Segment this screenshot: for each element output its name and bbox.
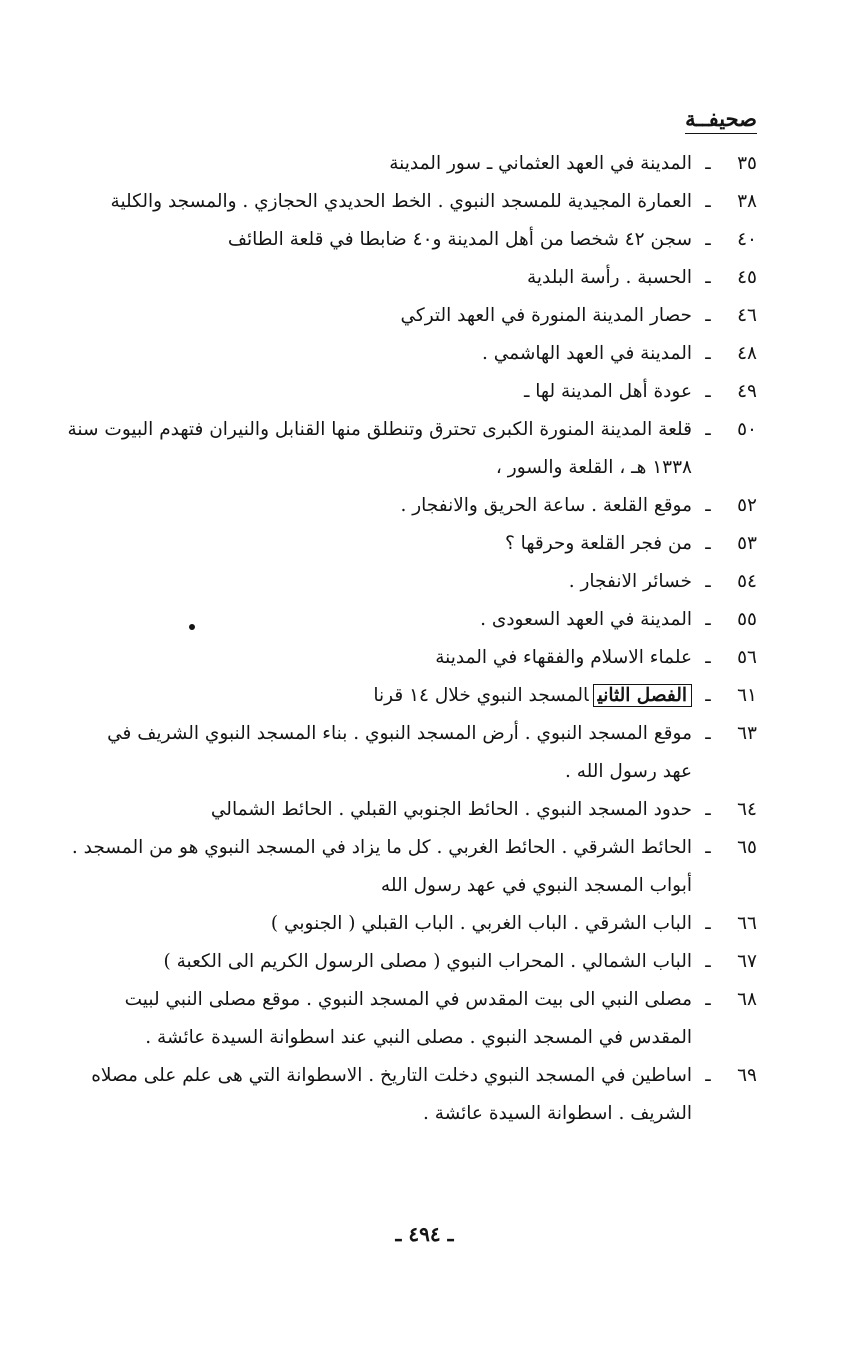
page-number-ref: ٦٧ <box>737 951 757 972</box>
entry-title: المدينة في العهد العثماني ـ سور المدينة <box>389 153 692 174</box>
page-number-ref: ٦٩ <box>737 1065 757 1086</box>
page-number-ref: ٤٦ <box>737 305 757 326</box>
entry-title: الباب الشمالي . المحراب النبوي ( مصلى الرسول الكريم الى الكعبة ) <box>163 951 692 972</box>
page-number-ref: ٥٤ <box>737 571 757 592</box>
separator-dash: ـ <box>705 229 711 250</box>
entry-title: موقع القلعة . ساعة الحريق والانفجار . <box>400 495 692 516</box>
page-number-ref: ٤٥ <box>737 267 757 288</box>
toc-entry <box>57 183 757 221</box>
entry-continuation <box>57 867 757 905</box>
page-number-ref: ٥٣ <box>737 533 757 554</box>
toc-entry <box>57 487 757 525</box>
page-number-ref: ٤٠ <box>737 229 757 250</box>
chapter-heading-box: الفصل الثاني <box>593 684 692 707</box>
toc-entry <box>57 411 757 449</box>
separator-dash: ـ <box>705 419 711 440</box>
separator-dash: ـ <box>705 837 711 858</box>
page-number-ref: ٥٥ <box>737 609 757 630</box>
toc-entry <box>57 1057 757 1095</box>
entry-title: علماء الاسلام والفقهاء في المدينة <box>435 647 692 668</box>
separator-dash: ـ <box>705 533 711 554</box>
entry-title: قلعة المدينة المنورة الكبرى تحترق وتنطلق منها القنابل والنيران فتهدم البيوت سنة <box>67 419 692 440</box>
toc-entry <box>57 639 757 677</box>
page-number-ref: ٣٨ <box>737 191 757 212</box>
toc-entry <box>57 335 757 373</box>
toc-entry <box>57 905 757 943</box>
separator-dash: ـ <box>705 153 711 174</box>
separator-dash: ـ <box>705 343 711 364</box>
separator-dash: ـ <box>705 267 711 288</box>
entry-title: الباب الشرقي . الباب الغربي . الباب القبلي ( الجنوبي ) <box>270 913 692 934</box>
separator-dash: ـ <box>705 305 711 326</box>
toc-entry <box>57 791 757 829</box>
toc-entry <box>57 297 757 335</box>
entry-title: الحسبة . رأسة البلدية <box>526 267 692 288</box>
page-number-ref: ٦١ <box>737 685 757 706</box>
separator-dash: ـ <box>705 913 711 934</box>
entry-title: موقع المسجد النبوي . أرض المسجد النبوي . بناء المسجد النبوي الشريف في <box>107 723 692 744</box>
continuation-text: الشريف . اسطوانة السيدة عائشة . <box>422 1103 692 1124</box>
entry-continuation <box>57 449 757 487</box>
separator-dash: ـ <box>705 571 711 592</box>
page-number-ref: ٦٤ <box>737 799 757 820</box>
entry-title: حصار المدينة المنورة في العهد التركي <box>400 305 692 326</box>
toc-entry-chapter <box>57 677 757 715</box>
toc-entry <box>57 981 757 1019</box>
table-of-contents <box>57 145 757 1133</box>
entry-title: المدينة في العهد السعودى . <box>480 609 692 630</box>
entry-title: من فجر القلعة وحرقها ؟ <box>504 533 692 554</box>
separator-dash: ـ <box>705 1065 711 1086</box>
separator-dash: ـ <box>705 647 711 668</box>
toc-entry <box>57 829 757 867</box>
page-number-ref: ٦٦ <box>737 913 757 934</box>
page-number-ref: ٦٣ <box>737 723 757 744</box>
toc-entry <box>57 373 757 411</box>
page-footer-number: ـ ٤٩٤ ـ <box>395 1222 454 1246</box>
entry-title: عودة أهل المدينة لها ـ <box>523 381 692 402</box>
separator-dash: ـ <box>705 191 711 212</box>
separator-dash: ـ <box>705 951 711 972</box>
page-number-ref: ٣٥ <box>737 153 757 174</box>
toc-entry <box>57 943 757 981</box>
page-number-ref: ٤٩ <box>737 381 757 402</box>
entry-title: خسائر الانفجار . <box>568 571 692 592</box>
toc-entry <box>57 145 757 183</box>
toc-entry <box>57 715 757 753</box>
page-number-ref: ٦٨ <box>737 989 757 1010</box>
separator-dash: ـ <box>705 799 711 820</box>
toc-entry <box>57 221 757 259</box>
page-number-ref: ٥٢ <box>737 495 757 516</box>
continuation-text: أبواب المسجد النبوي في عهد رسول الله <box>380 875 692 896</box>
entry-continuation <box>57 1019 757 1057</box>
page-number-ref: ٥٦ <box>737 647 757 668</box>
continuation-text: المقدس في المسجد النبوي . مصلى النبي عند اسطوانة السيدة عائشة . <box>145 1027 692 1048</box>
toc-entry <box>57 563 757 601</box>
page-number-ref: ٥٠ <box>737 419 757 440</box>
entry-title: مصلى النبي الى بيت المقدس في المسجد النبوي . موقع مصلى النبي لبيت <box>124 989 692 1010</box>
entry-title <box>57 677 692 715</box>
separator-dash: ـ <box>705 381 711 402</box>
continuation-text: ١٣٣٨ هـ ، القلعة والسور ، <box>495 457 692 478</box>
continuation-text: عهد رسول الله . <box>564 761 692 782</box>
entry-title: اساطين في المسجد النبوي دخلت التاريخ . الاسطوانة التي هى علم على مصلاه <box>91 1065 692 1086</box>
separator-dash: ـ <box>705 685 711 706</box>
toc-entry <box>57 601 757 639</box>
toc-entry <box>57 259 757 297</box>
separator-dash: ـ <box>705 723 711 744</box>
separator-dash: ـ <box>705 989 711 1010</box>
toc-entry <box>57 525 757 563</box>
page-number-ref: ٦٥ <box>737 837 757 858</box>
page-number-ref: ٤٨ <box>737 343 757 364</box>
entry-title: سجن ٤٢ شخصا من أهل المدينة و٤٠ ضابطا في قلعة الطائف <box>227 229 692 250</box>
page-column-header: صحيفــة <box>685 106 757 134</box>
entry-title: العمارة المجيدية للمسجد النبوي . الخط الحديدي الحجازي . والمسجد والكلية <box>110 191 692 212</box>
separator-dash: ـ <box>705 609 711 630</box>
entry-title: حدود المسجد النبوي . الحائط الجنوبي القبلي . الحائط الشمالي <box>210 799 692 820</box>
separator-dash: ـ <box>705 495 711 516</box>
entry-continuation <box>57 753 757 791</box>
ink-speck <box>189 624 195 630</box>
entry-title: المدينة في العهد الهاشمي . <box>482 343 692 364</box>
chapter-title: المسجد النبوي خلال ١٤ قرنا <box>373 685 589 706</box>
entry-continuation <box>57 1095 757 1133</box>
entry-title: الحائط الشرقي . الحائط الغربي . كل ما يزاد في المسجد النبوي هو من المسجد . <box>71 837 692 858</box>
